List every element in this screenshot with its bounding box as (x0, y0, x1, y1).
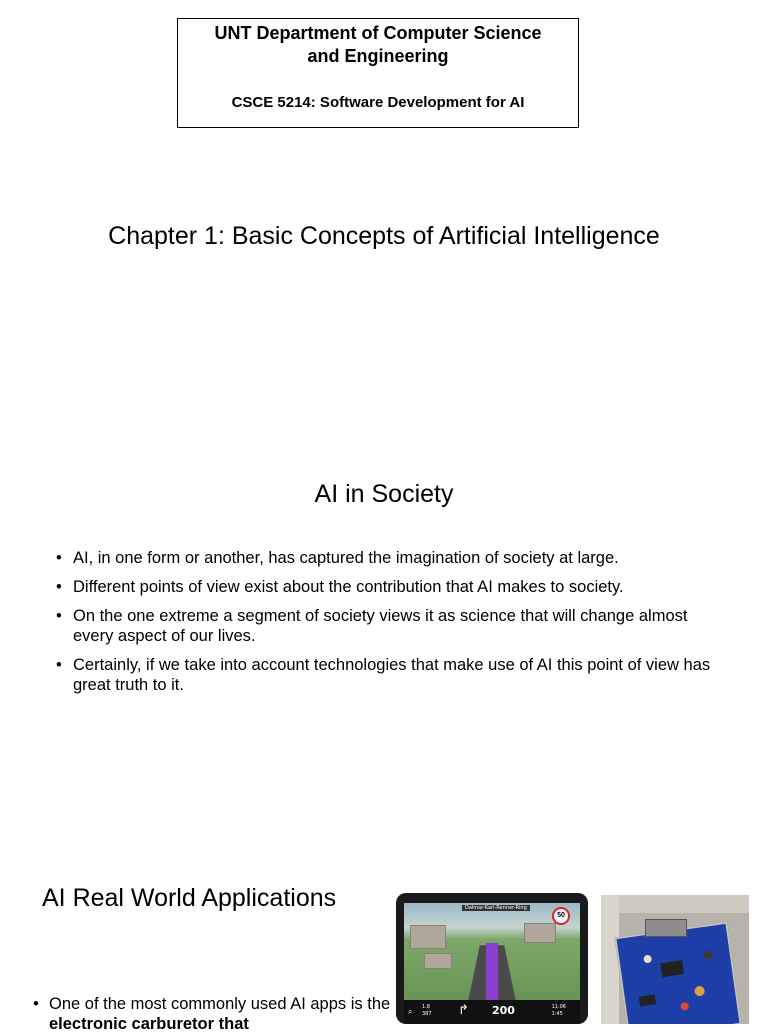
ic-chip (639, 994, 656, 1006)
gps-right-info (552, 1004, 566, 1018)
gps-arrival-time: 11:06 (551, 1004, 566, 1010)
board-frame-left (601, 895, 619, 1024)
department-name-line2: and Engineering (307, 46, 449, 66)
gps-left-info (422, 1004, 432, 1018)
turn-right-arrow-icon: ↱ (458, 1003, 469, 1018)
bullet-dot-icon: • (56, 578, 62, 596)
street-name-label: Dalmar-Karl-Renner-Ring (462, 905, 530, 911)
gps-navigation-tablet-image (396, 893, 588, 1024)
gps-left-top: 1.8 (422, 1004, 430, 1010)
society-slide-title: AI in Society (314, 480, 454, 508)
bullet-text: Certainly, if we take into account technologies that make use of AI this point of view has great truth to it. (73, 656, 711, 694)
bullet-text: Different points of view exist about the contribution that AI makes to society. (73, 578, 624, 596)
search-icon: ⌕ (408, 1007, 413, 1016)
map-building (524, 923, 556, 943)
map-building (410, 925, 446, 949)
bullet-dot-icon: • (56, 549, 62, 567)
department-name-line1: UNT Department of Computer Science (214, 23, 542, 43)
gps-left-bottom: 387 (422, 1011, 432, 1017)
course-header-box (177, 18, 579, 128)
bullet-dot-icon: • (33, 995, 39, 1013)
applications-bullet-bold: electronic carburetor that (49, 1015, 249, 1033)
course-title: CSCE 5214: Software Development for AI (231, 94, 525, 111)
bullet-dot-icon: • (56, 607, 62, 625)
capacitor (643, 954, 652, 963)
gps-map-screen (404, 903, 580, 1024)
list-item (56, 577, 716, 597)
speed-limit-sign: 50 (552, 907, 570, 925)
gps-status-bar (404, 1000, 580, 1024)
list-item (56, 655, 716, 695)
society-bullet-list (56, 548, 716, 704)
board-frame-top (601, 895, 749, 913)
list-item (56, 548, 716, 568)
bullet-dot-icon: • (56, 656, 62, 674)
capacitor (680, 1002, 689, 1011)
applications-bullet (33, 994, 409, 1034)
bullet-text: On the one extreme a segment of society views it as science that will change almost every aspect of our lives. (73, 607, 688, 645)
ic-chip (660, 960, 684, 977)
circuit-board-image (601, 895, 749, 1024)
turn-distance: 200 (492, 1004, 515, 1017)
capacitor (703, 950, 713, 960)
chapter-title: Chapter 1: Basic Concepts of Artificial Intelligence (108, 222, 660, 250)
map-building (424, 953, 452, 969)
applications-bullet-text: One of the most commonly used AI apps is the (49, 995, 391, 1013)
bullet-text: AI, in one form or another, has captured the imagination of society at large. (73, 549, 619, 567)
capacitor (694, 985, 705, 996)
list-item (56, 606, 716, 646)
applications-slide-title: AI Real World Applications (42, 884, 337, 912)
board-connector (645, 919, 687, 937)
gps-remaining-time: 1:45 (551, 1011, 563, 1017)
